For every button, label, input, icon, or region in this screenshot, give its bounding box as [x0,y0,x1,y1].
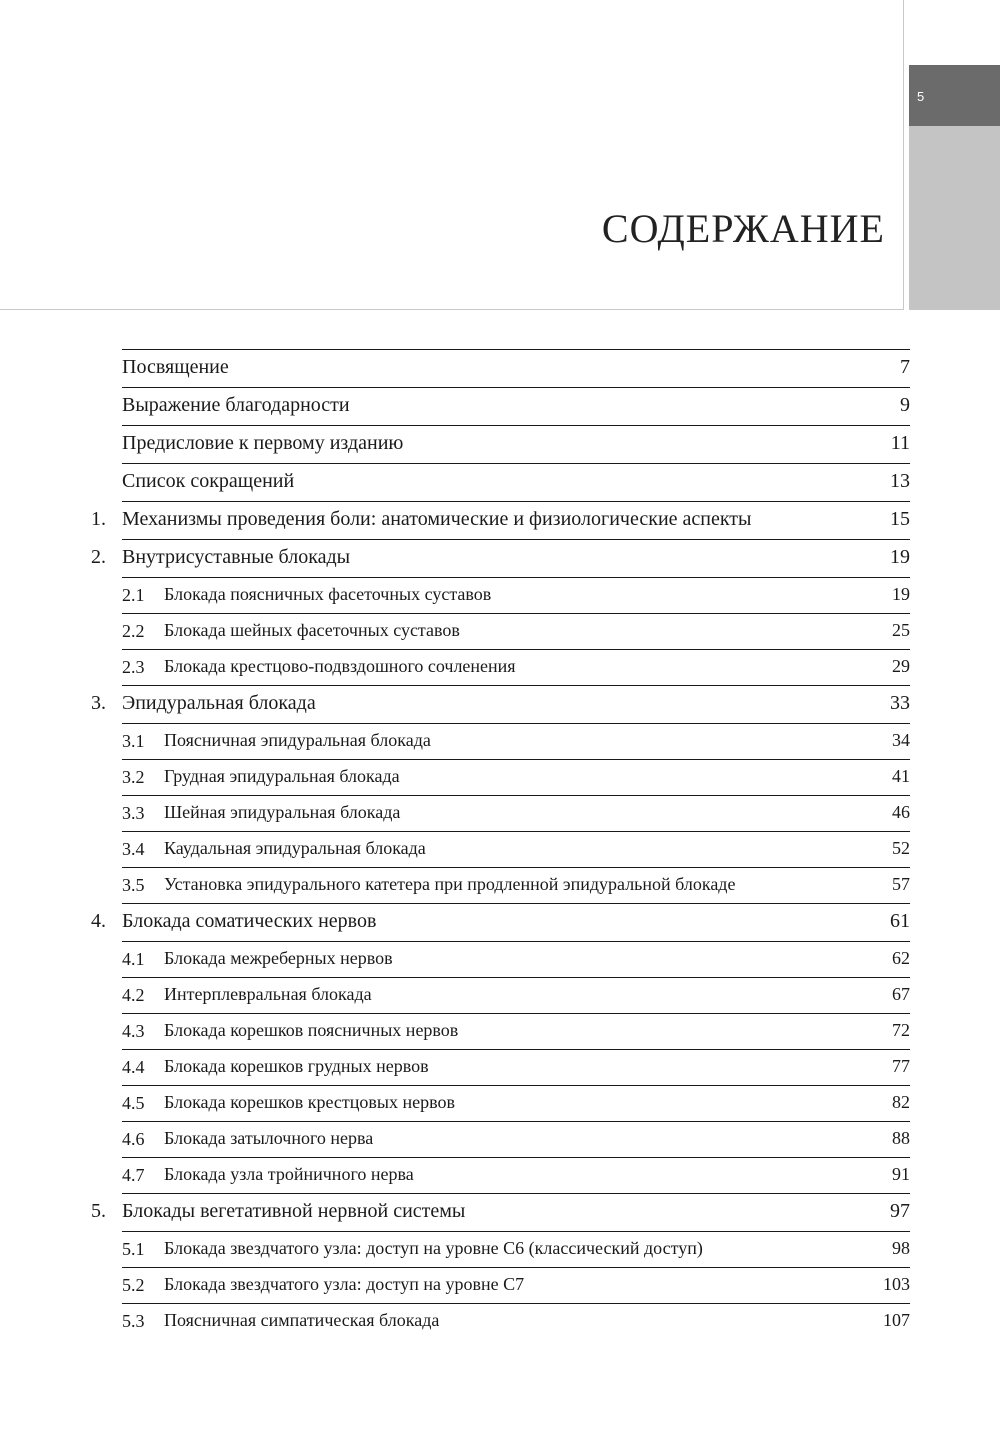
toc-entry-label: Интерплевральная блокада [164,984,372,1004]
toc-subsection-row[interactable] [122,1013,910,1049]
toc-subsection-row[interactable] [122,613,910,649]
toc-subsection-number: 5.1 [122,1239,145,1259]
toc-entry-label: Предисловие к первому изданию [122,432,404,454]
toc-subsection-number: 3.5 [122,875,145,895]
toc-entry-page: 34 [892,730,910,750]
toc-subsection-number: 4.7 [122,1165,145,1185]
toc-entry-label: Блокада межреберных нервов [164,948,393,968]
toc-subsection-number: 4.6 [122,1129,145,1149]
table-of-contents [0,349,1000,1339]
toc-entry-page: 97 [890,1200,910,1222]
toc-entry-label: Шейная эпидуральная блокада [164,802,401,822]
toc-entry-label: Блокада соматических нервов [122,910,377,932]
toc-subsection-row[interactable] [122,867,910,903]
toc-subsection-number: 3.3 [122,803,145,823]
toc-entry-label: Внутрисуставные блокады [122,546,351,568]
toc-entry-label: Блокада звездчатого узла: доступ на уровне С6 (классический доступ) [164,1238,703,1258]
toc-entry-label: Блокада поясничных фасеточных суставов [164,584,492,604]
toc-subsection-number: 2.3 [122,657,145,677]
toc-subsection-number: 3.2 [122,767,145,787]
toc-entry-page: 25 [892,620,910,640]
toc-entry-page: 9 [900,394,910,416]
toc-entry-page: 88 [892,1128,910,1148]
toc-subsection-number: 3.4 [122,839,145,859]
toc-subsection-row[interactable] [122,1049,910,1085]
toc-subsection-number: 2.1 [122,585,145,605]
toc-front-row[interactable] [122,463,910,501]
toc-entry-label: Блокада корешков крестцовых нервов [164,1092,455,1112]
toc-subsection-number: 4.5 [122,1093,145,1113]
toc-entry-page: 72 [892,1020,910,1040]
toc-subsection-number: 4.4 [122,1057,145,1077]
toc-subsection-number: 5.2 [122,1275,145,1295]
page-number-tab [909,65,1000,126]
toc-front-row[interactable] [122,425,910,463]
toc-front-row[interactable] [122,387,910,425]
toc-entry-label: Блокада узла тройничного нерва [164,1164,414,1184]
toc-subsection-row[interactable] [122,795,910,831]
toc-subsection-row[interactable] [122,759,910,795]
toc-entry-page: 61 [890,910,910,932]
toc-subsection-number: 3.1 [122,731,145,751]
toc-entry-label: Список сокращений [122,470,295,492]
toc-entry-page: 19 [890,546,910,568]
toc-subsection-row[interactable] [122,1267,910,1303]
toc-entry-label: Блокада затылочного нерва [164,1128,374,1148]
toc-chapter-row[interactable] [91,539,910,577]
toc-entry-label: Механизмы проведения боли: анатомические и физиологические аспекты [122,508,752,530]
toc-entry-page: 77 [892,1056,910,1076]
toc-subsection-number: 4.2 [122,985,145,1005]
toc-subsection-row[interactable] [122,649,910,685]
header-rule-horizontal [0,309,903,310]
toc-entry-label: Блокада корешков поясничных нервов [164,1020,459,1040]
header-rule-vertical [903,0,904,310]
toc-subsection-row[interactable] [122,1231,910,1267]
toc-entry-page: 52 [892,838,910,858]
page-tab-lower [909,126,1000,310]
toc-chapter-number: 5. [91,1200,106,1222]
toc-entry-page: 98 [892,1238,910,1258]
toc-entry-label: Блокада звездчатого узла: доступ на уровне С7 [164,1274,525,1294]
toc-chapter-row[interactable] [91,685,910,723]
toc-entry-label: Каудальная эпидуральная блокада [164,838,426,858]
page-title: СОДЕРЖАНИЕ [601,206,885,251]
toc-entry-page: 15 [890,508,910,530]
toc-subsection-row[interactable] [122,723,910,759]
toc-entry-page: 62 [892,948,910,968]
toc-subsection-number: 5.3 [122,1311,145,1331]
toc-chapter-number: 1. [91,508,106,530]
toc-entry-label: Посвящение [122,356,229,378]
toc-chapter-number: 2. [91,546,106,568]
toc-subsection-row[interactable] [122,1121,910,1157]
toc-subsection-row[interactable] [122,977,910,1013]
toc-entry-page: 11 [890,432,910,454]
toc-subsection-row[interactable] [122,1303,910,1339]
toc-entry-page: 7 [900,356,910,378]
toc-entry-page: 13 [890,470,910,492]
toc-chapter-number: 3. [91,692,106,714]
toc-subsection-row[interactable] [122,577,910,613]
toc-subsection-row[interactable] [122,1085,910,1121]
toc-entry-label: Поясничная эпидуральная блокада [164,730,431,750]
toc-entry-label: Грудная эпидуральная блокада [164,766,400,786]
toc-entry-page: 103 [883,1274,910,1294]
toc-entry-page: 67 [892,984,910,1004]
toc-entry-page: 91 [892,1164,910,1184]
toc-front-row[interactable] [122,349,910,387]
toc-entry-label: Блокада шейных фасеточных суставов [164,620,460,640]
toc-entry-label: Поясничная симпатическая блокада [164,1310,440,1330]
toc-entry-label: Выражение благодарности [122,394,350,416]
toc-chapter-row[interactable] [91,1193,910,1231]
page-number: 5 [917,89,925,104]
toc-subsection-number: 4.1 [122,949,145,969]
toc-entry-page: 29 [892,656,910,676]
toc-entry-page: 19 [892,584,910,604]
toc-subsection-row[interactable] [122,1157,910,1193]
toc-chapter-number: 4. [91,910,106,932]
toc-subsection-row[interactable] [122,831,910,867]
toc-entry-page: 33 [890,692,910,714]
toc-entry-page: 107 [883,1310,910,1330]
toc-entry-label: Установка эпидурального катетера при продленной эпидуральной блокаде [164,874,736,894]
toc-chapter-row[interactable] [91,903,910,941]
toc-entry-page: 82 [892,1092,910,1112]
toc-entry-label: Блокады вегетативной нервной системы [122,1200,466,1222]
toc-entry-page: 57 [892,874,910,894]
toc-entry-page: 46 [892,802,910,822]
toc-subsection-row[interactable] [122,941,910,977]
toc-subsection-number: 2.2 [122,621,145,641]
toc-entry-label: Блокада корешков грудных нервов [164,1056,429,1076]
toc-subsection-number: 4.3 [122,1021,145,1041]
toc-chapter-row[interactable] [91,501,910,539]
toc-entry-label: Блокада крестцово-подвздошного сочленения [164,656,516,676]
toc-entry-page: 41 [892,766,910,786]
toc-entry-label: Эпидуральная блокада [122,692,316,714]
